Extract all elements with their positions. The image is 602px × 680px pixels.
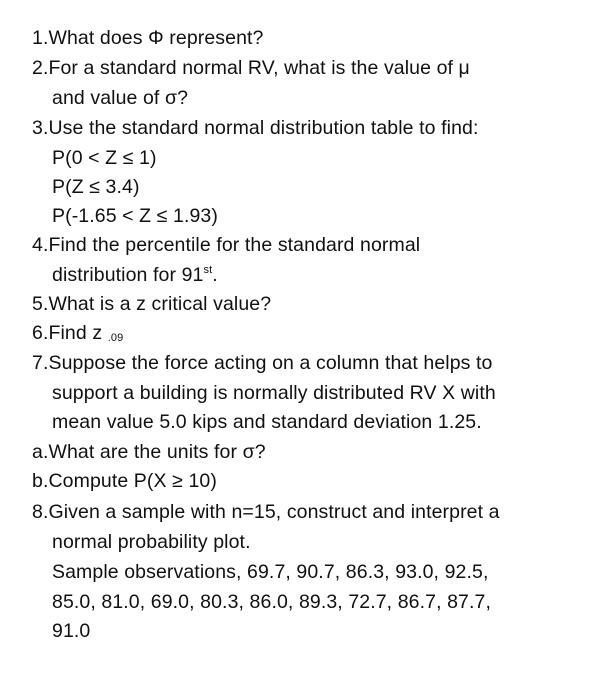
question-2-continuation <box>52 86 188 110</box>
question-number: a. <box>32 441 49 463</box>
question-number: 1. <box>32 27 49 49</box>
question-7-continuation <box>52 381 496 405</box>
sample-observations <box>52 590 491 614</box>
question-4-continuation <box>52 263 218 287</box>
question-text: 85.0, 81.0, 69.0, 80.3, 86.0, 89.3, 72.7, 86.7, 87.7, <box>52 591 491 613</box>
question-8 <box>32 500 500 524</box>
z-subscript: .09 <box>107 332 124 344</box>
question-text: Given a sample with n=15, construct and interpret a <box>48 501 500 523</box>
probability-item <box>52 146 157 170</box>
question-7 <box>32 351 493 375</box>
question-number: 8. <box>32 501 49 523</box>
question-7a <box>32 440 266 464</box>
question-2 <box>32 56 470 80</box>
question-text: Find z <box>48 322 103 344</box>
question-text: mean value 5.0 kips and standard deviation 1.25. <box>52 411 482 433</box>
ordinal-superscript: st <box>203 264 213 276</box>
question-7b <box>32 469 217 493</box>
question-number: 5. <box>32 293 49 315</box>
question-text: Use the standard normal distribution table to find: <box>48 117 479 139</box>
question-text: 91.0 <box>52 620 91 642</box>
question-text: Sample observations, 69.7, 90.7, 86.3, 93.0, 92.5, <box>52 561 489 583</box>
probability-expression: P(Z ≤ 3.4) <box>52 176 140 198</box>
question-text: support a building is normally distributed RV X with <box>52 382 496 404</box>
question-text: and value of σ? <box>52 87 189 109</box>
question-number: 4. <box>32 234 49 256</box>
question-text: Suppose the force acting on a column that helps to <box>48 352 493 374</box>
question-7-continuation <box>52 410 482 434</box>
sample-observations <box>52 619 90 643</box>
question-6 <box>32 321 123 345</box>
question-number: b. <box>32 470 49 492</box>
question-text: normal probability plot. <box>52 531 251 553</box>
question-text: What is a z critical value? <box>48 293 272 315</box>
question-number: 3. <box>32 117 49 139</box>
question-text: What does Φ represent? <box>48 27 264 49</box>
question-text: What are the units for σ? <box>48 441 266 463</box>
question-4 <box>32 233 420 257</box>
question-text: . <box>212 264 218 286</box>
question-number: 2. <box>32 57 49 79</box>
probability-item <box>52 204 218 228</box>
question-1 <box>32 26 264 50</box>
question-8-continuation <box>52 530 251 554</box>
probability-item <box>52 175 140 199</box>
question-text: Find the percentile for the standard normal <box>48 234 421 256</box>
question-text: For a standard normal RV, what is the value of μ <box>48 57 470 79</box>
probability-expression: P(-1.65 < Z ≤ 1.93) <box>52 205 218 227</box>
sample-observations <box>52 560 488 584</box>
question-number: 7. <box>32 352 49 374</box>
probability-expression: P(0 < Z ≤ 1) <box>52 147 157 169</box>
question-3 <box>32 116 478 140</box>
question-text: Compute P(X ≥ 10) <box>48 470 217 492</box>
question-5 <box>32 292 271 316</box>
question-text: distribution for 91 <box>52 264 204 286</box>
question-number: 6. <box>32 322 49 344</box>
